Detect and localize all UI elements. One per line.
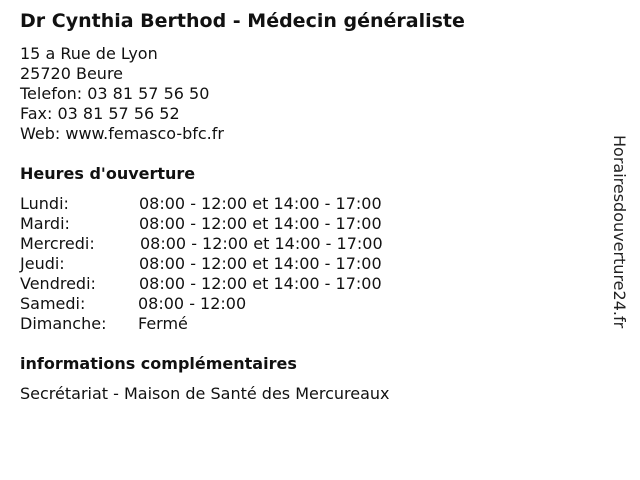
- day-label: Samedi:: [20, 294, 86, 313]
- address-block: [20, 44, 224, 144]
- day-label: Lundi:: [20, 194, 69, 213]
- time-value: 08:00 - 12:00: [138, 294, 247, 313]
- info-heading: informations complémentaires: [20, 354, 297, 373]
- time-value: Fermé: [138, 314, 188, 333]
- page-title: Dr Cynthia Berthod - Médecin généraliste: [20, 10, 465, 32]
- site-watermark: Horairesdouverture24.fr: [610, 135, 629, 329]
- day-label: Jeudi:: [20, 254, 65, 273]
- day-label: Dimanche:: [20, 314, 107, 333]
- time-value: 08:00 - 12:00 et 14:00 - 17:00: [139, 254, 382, 273]
- phone-number: Telefon: 03 81 57 56 50: [20, 84, 210, 103]
- city-address: 25720 Beure: [20, 64, 124, 83]
- day-label: Mercredi:: [20, 234, 95, 253]
- street-address: 15 a Rue de Lyon: [20, 44, 158, 63]
- time-value: 08:00 - 12:00 et 14:00 - 17:00: [139, 194, 382, 213]
- time-value: 08:00 - 12:00 et 14:00 - 17:00: [140, 234, 383, 253]
- website: Web: www.femasco-bfc.fr: [20, 124, 224, 143]
- time-value: 08:00 - 12:00 et 14:00 - 17:00: [139, 274, 382, 293]
- info-text: Secrétariat - Maison de Santé des Mercureaux: [20, 384, 390, 403]
- day-label: Mardi:: [20, 214, 70, 233]
- time-value: 08:00 - 12:00 et 14:00 - 17:00: [139, 214, 382, 233]
- day-label: Vendredi:: [20, 274, 96, 293]
- fax-number: Fax: 03 81 57 56 52: [20, 104, 180, 123]
- hours-heading: Heures d'ouverture: [20, 164, 196, 183]
